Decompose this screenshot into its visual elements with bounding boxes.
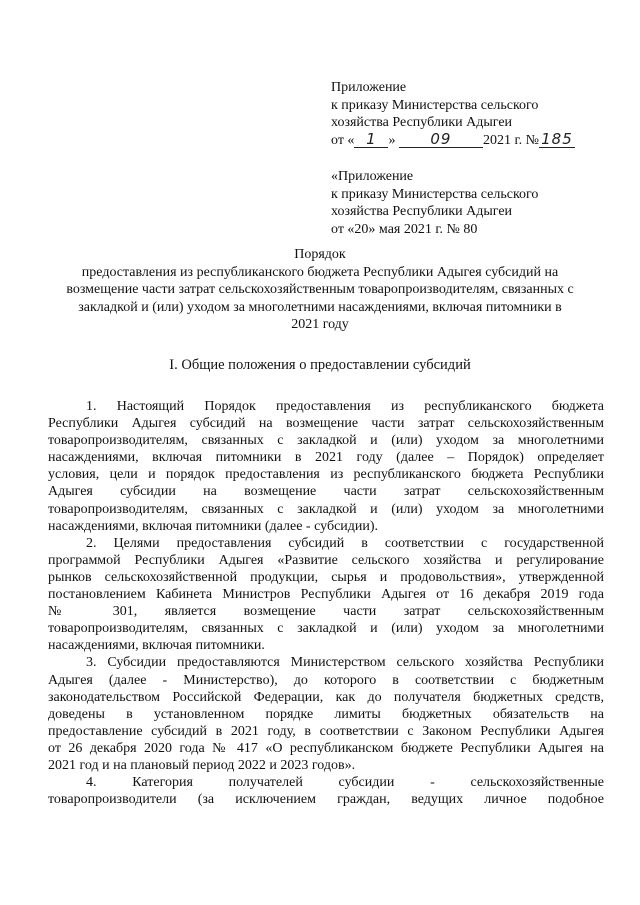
body-line: товаропроизводителям, связанных с закладкой и (или) уходом за многолетними xyxy=(48,501,604,517)
body-line: насаждениями, включая питомники (далее - субсидии). xyxy=(48,518,379,534)
title-line: 2021 году xyxy=(291,317,349,332)
body-line: постановлением Кабинета Министров Республики Адыгея от 16 декабря 2019 года xyxy=(48,587,604,603)
appendix-title: Приложение xyxy=(331,80,407,95)
body-line: Адыгея (далее - Министерство), до которого в соответствии с бюджетным xyxy=(48,672,604,688)
appendix-prev-title: «Приложение xyxy=(331,169,414,184)
body-line: рынков сельскохозяйственной продукции, сырья и продовольствия», утвержденной xyxy=(48,569,604,585)
body-line: 2. Целями предоставления субсидий в соответствии с государственной xyxy=(86,535,604,551)
title-line: закладкой и (или) уходом за многолетними насаждениями, включая питомники в xyxy=(78,299,562,315)
date-prefix: от « xyxy=(331,132,355,148)
body-line: от 26 декабря 2020 года № 417 «О республиканском бюджете Республики Адыгея на xyxy=(48,740,604,756)
body-line: насаждениями, включая питомники. xyxy=(48,638,265,654)
section-title: I. Общие положения о предоставлении субсидий xyxy=(169,357,471,373)
document-title xyxy=(30,246,610,334)
appendix-date-line xyxy=(331,129,631,150)
quote-close: » xyxy=(388,132,396,148)
body-line: № 301, является возмещение части затрат сельскохозяйственным xyxy=(48,604,604,620)
appendix-prev-line-2: хозяйства Республики Адыгеи xyxy=(331,204,513,219)
body-line: 2021 год и на плановый период 2022 и 2023 годов». xyxy=(48,757,356,773)
handwritten-number: 185 xyxy=(539,133,575,148)
appendix-prev-line-1: к приказу Министерства сельского xyxy=(331,186,539,202)
body-line: законодательством Российской Федерации, как до получателя бюджетных средств, xyxy=(48,689,604,705)
body-line: условия, цели и порядок предоставления из республиканского бюджета Республики xyxy=(48,467,604,483)
body-line: товаропроизводителям, связанных с закладкой и (или) уходом за многолетними xyxy=(48,621,604,637)
handwritten-day: 1 xyxy=(354,133,388,148)
body-line: насаждениями, включая питомники в 2021 году (далее – Порядок) определяет xyxy=(48,450,604,466)
body-line: программой Республики Адыгея «Развитие сельского хозяйства и регулирование xyxy=(48,552,604,568)
body-text xyxy=(48,398,604,808)
handwritten-month: 09 xyxy=(399,133,483,148)
body-line: товаропроизводители (за исключением граждан, ведущих личное подобное xyxy=(48,792,604,808)
appendix-line-1: к приказу Министерства сельского xyxy=(331,97,539,113)
body-line: Адыгея субсидии на возмещение части затрат сельскохозяйственным xyxy=(48,484,604,500)
body-line: товаропроизводителям, связанных с закладкой и (или) уходом за многолетними xyxy=(48,433,604,449)
appendix-line-2: хозяйства Республики Адыгеи xyxy=(331,115,513,130)
title-line: предоставления из республиканского бюджета Республики Адыгея субсидий на xyxy=(81,264,559,280)
body-line: 4. Категория получателей субсидии - сельскохозяйственные xyxy=(86,775,604,791)
body-line: предоставление субсидий в 2021 году, в соответствии с Законом Республики Адыгея xyxy=(48,723,604,739)
year-suffix: 2021 г. № xyxy=(482,132,539,148)
title-line: возмещение части затрат сельскохозяйственным товаропроизводителям, связанных с xyxy=(66,282,574,297)
body-line: доведены в установленном порядке лимиты бюджетных обязательств на xyxy=(48,706,604,722)
title-heading: Порядок xyxy=(294,247,346,262)
body-line: 3. Субсидии предоставляются Министерством сельского хозяйства Республики xyxy=(86,655,604,671)
body-line: Республики Адыгея субсидий на возмещение части затрат сельскохозяйственным xyxy=(48,416,604,432)
appendix-current xyxy=(331,79,631,149)
appendix-previous xyxy=(331,168,631,238)
appendix-prev-line-3: от «20» мая 2021 г. № 80 xyxy=(331,221,478,237)
body-line: 1. Настоящий Порядок предоставления из республиканского бюджета xyxy=(86,399,604,414)
